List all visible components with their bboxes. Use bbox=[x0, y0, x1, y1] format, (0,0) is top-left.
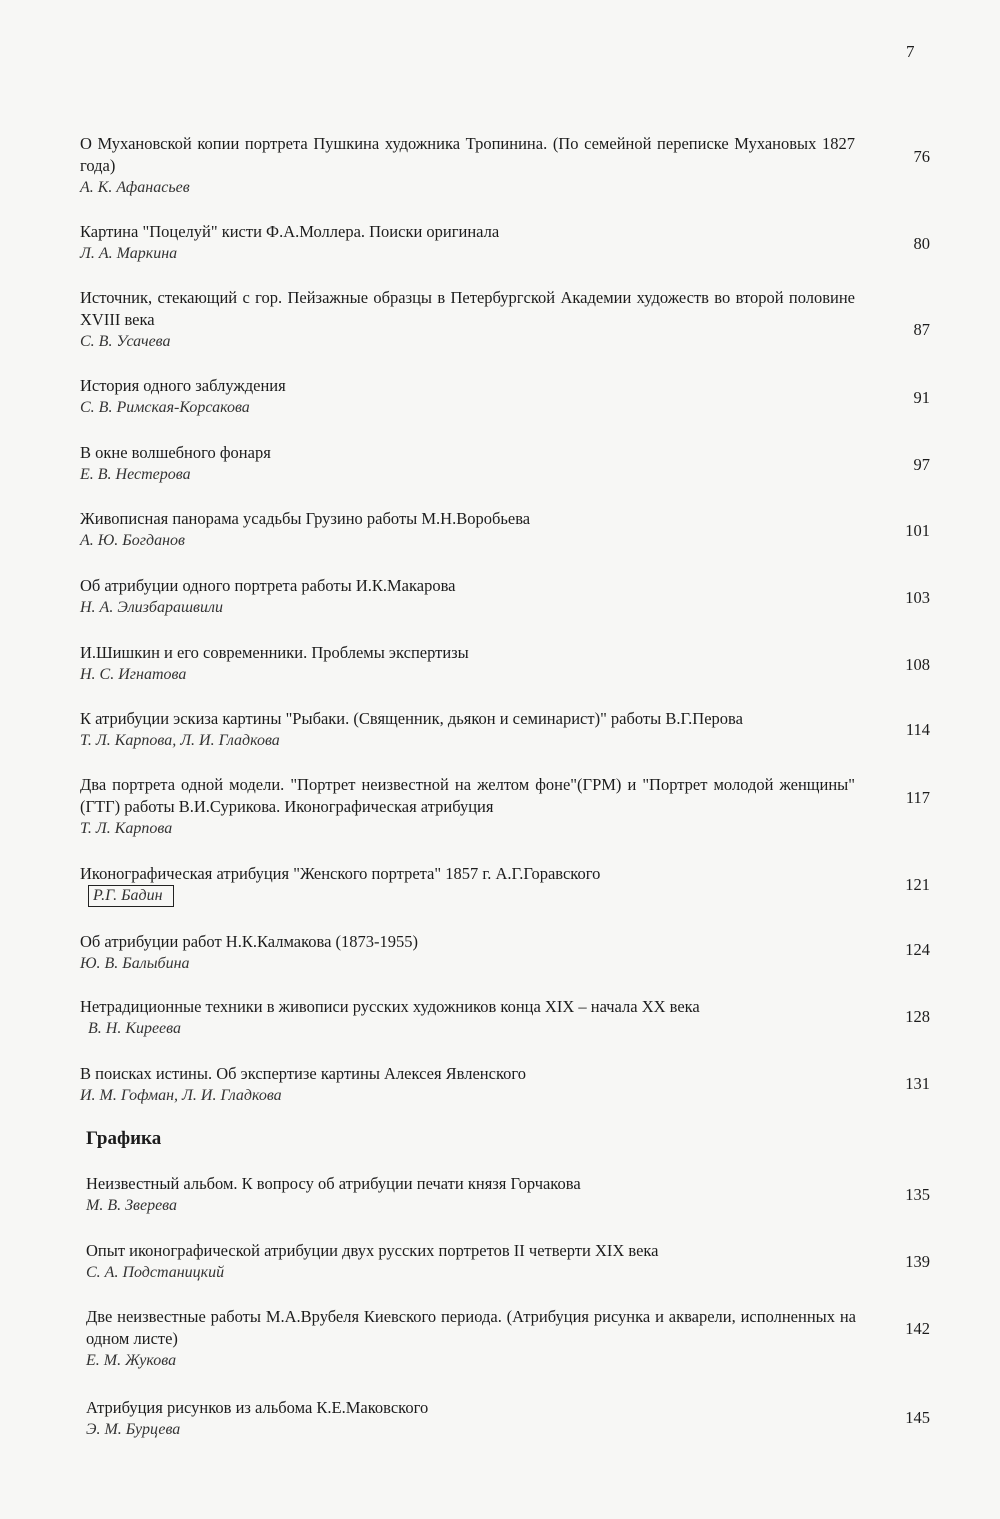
toc-entry bbox=[80, 774, 930, 840]
entry-page: 128 bbox=[905, 1007, 930, 1026]
entry-author: С. В. Римская-Корсакова bbox=[80, 399, 250, 416]
entry-page: 101 bbox=[905, 521, 930, 540]
entry-page: 108 bbox=[905, 655, 930, 674]
entry-author: И. М. Гофман, Л. И. Гладкова bbox=[80, 1087, 282, 1104]
entry-page: 121 bbox=[905, 875, 930, 894]
entry-author: Н. С. Игнатова bbox=[80, 666, 187, 683]
entry-author: С. А. Подстаницкий bbox=[86, 1264, 225, 1281]
entry-page: 87 bbox=[913, 320, 930, 339]
toc-entry bbox=[80, 221, 930, 265]
entry-page: 103 bbox=[905, 588, 930, 607]
entry-page: 117 bbox=[905, 788, 930, 807]
entry-title: В окне волшебного фонаря bbox=[80, 443, 271, 462]
entry-title: История одного заблуждения bbox=[80, 376, 286, 395]
toc-entry bbox=[86, 1240, 930, 1284]
section-heading: Графика bbox=[86, 1128, 162, 1149]
entry-page: 142 bbox=[905, 1319, 930, 1338]
entry-title: В поисках истины. Об экспертизе картины Алексея Явленского bbox=[80, 1064, 526, 1083]
toc-entry bbox=[80, 708, 930, 752]
entry-title: Опыт иконографической атрибуции двух русских портретов II четверти XIX века bbox=[86, 1241, 659, 1260]
entry-page: 139 bbox=[905, 1252, 930, 1271]
toc-entry bbox=[80, 931, 930, 975]
entry-page: 114 bbox=[905, 720, 930, 739]
entry-page: 91 bbox=[913, 388, 930, 407]
toc-entry bbox=[80, 1063, 930, 1107]
entry-title: К атрибуции эскиза картины "Рыбаки. (Священник, дьякон и семинарист)" работы В.Г.Перова bbox=[80, 709, 743, 728]
entry-title: Живописная панорама усадьбы Грузино работы М.Н.Воробьева bbox=[80, 509, 531, 528]
entry-page: 76 bbox=[913, 147, 930, 166]
toc-entry bbox=[86, 1173, 930, 1217]
toc-entry bbox=[80, 287, 930, 353]
entry-title: Нетрадиционные техники в живописи русских художников конца XIX – начала XX века bbox=[80, 997, 700, 1016]
entry-title: Иконографическая атрибуция "Женского портрета" 1857 г. А.Г.Горавского bbox=[80, 864, 601, 883]
entry-author: Ю. В. Балыбина bbox=[80, 955, 190, 972]
entry-author: Е. В. Нестерова bbox=[80, 466, 191, 483]
entry-page: 145 bbox=[905, 1408, 930, 1427]
toc-entry bbox=[80, 133, 930, 199]
entry-title: Картина "Поцелуй" кисти Ф.А.Моллера. Поиски оригинала bbox=[80, 222, 500, 241]
entry-page: 135 bbox=[905, 1185, 930, 1204]
toc-entry bbox=[80, 996, 930, 1040]
entry-title: Неизвестный альбом. К вопросу об атрибуции печати князя Горчакова bbox=[86, 1174, 581, 1193]
entry-author: Э. М. Бурцева bbox=[86, 1421, 181, 1438]
toc-entry bbox=[80, 863, 930, 907]
entry-author: А. К. Афанасьев bbox=[80, 179, 190, 196]
entry-title: Атрибуция рисунков из альбома К.Е.Маковского bbox=[86, 1398, 429, 1417]
entry-author: С. В. Усачева bbox=[80, 333, 171, 350]
entry-page: 124 bbox=[905, 940, 930, 959]
entry-title: Об атрибуции одного портрета работы И.К.Макарова bbox=[80, 576, 456, 595]
entry-title: И.Шишкин и его современники. Проблемы экспертизы bbox=[80, 643, 469, 662]
entry-author: Е. М. Жукова bbox=[86, 1352, 177, 1369]
entry-author: М. В. Зверева bbox=[86, 1197, 178, 1214]
toc-entry bbox=[80, 642, 930, 686]
entry-author: В. Н. Киреева bbox=[88, 1020, 181, 1037]
toc-entry bbox=[86, 1306, 930, 1372]
entry-page: 97 bbox=[913, 455, 930, 474]
entry-author: Л. А. Маркина bbox=[80, 245, 178, 262]
toc-entry bbox=[86, 1397, 930, 1441]
entry-title: Два портрета одной модели. "Портрет неизвестной на желтом фоне"(ГРМ) и "Портрет молодой женщины"(ГТГ) работы В.И.Сурикова. Иконографическая атрибуция bbox=[80, 775, 855, 816]
entry-page: 80 bbox=[913, 234, 930, 253]
entry-author: Н. А. Элизбарашвили bbox=[80, 599, 223, 616]
entry-author: Т. Л. Карпова, Л. И. Гладкова bbox=[80, 732, 280, 749]
entry-title: Две неизвестные работы М.А.Врубеля Киевского периода. (Атрибуция рисунка и акварели, исполненных на одном листе) bbox=[86, 1307, 856, 1348]
toc-entry bbox=[80, 575, 930, 619]
toc-entry bbox=[80, 508, 930, 552]
toc-entry bbox=[80, 375, 930, 419]
entry-author: Р.Г. Бадин bbox=[88, 885, 174, 907]
entry-author: А. Ю. Богданов bbox=[80, 532, 185, 549]
entry-author: Т. Л. Карпова bbox=[80, 820, 173, 837]
entry-title: О Мухановской копии портрета Пушкина художника Тропинина. (По семейной переписке Мухановых 1827 года) bbox=[80, 134, 855, 175]
page-number: 7 bbox=[906, 42, 915, 61]
toc-entry bbox=[80, 442, 930, 486]
entry-title: Об атрибуции работ Н.К.Калмакова (1873-1955) bbox=[80, 932, 419, 951]
entry-title: Источник, стекающий с гор. Пейзажные образцы в Петербургской Академии художеств во второй половине XVIII века bbox=[80, 288, 855, 329]
entry-page: 131 bbox=[905, 1074, 930, 1093]
